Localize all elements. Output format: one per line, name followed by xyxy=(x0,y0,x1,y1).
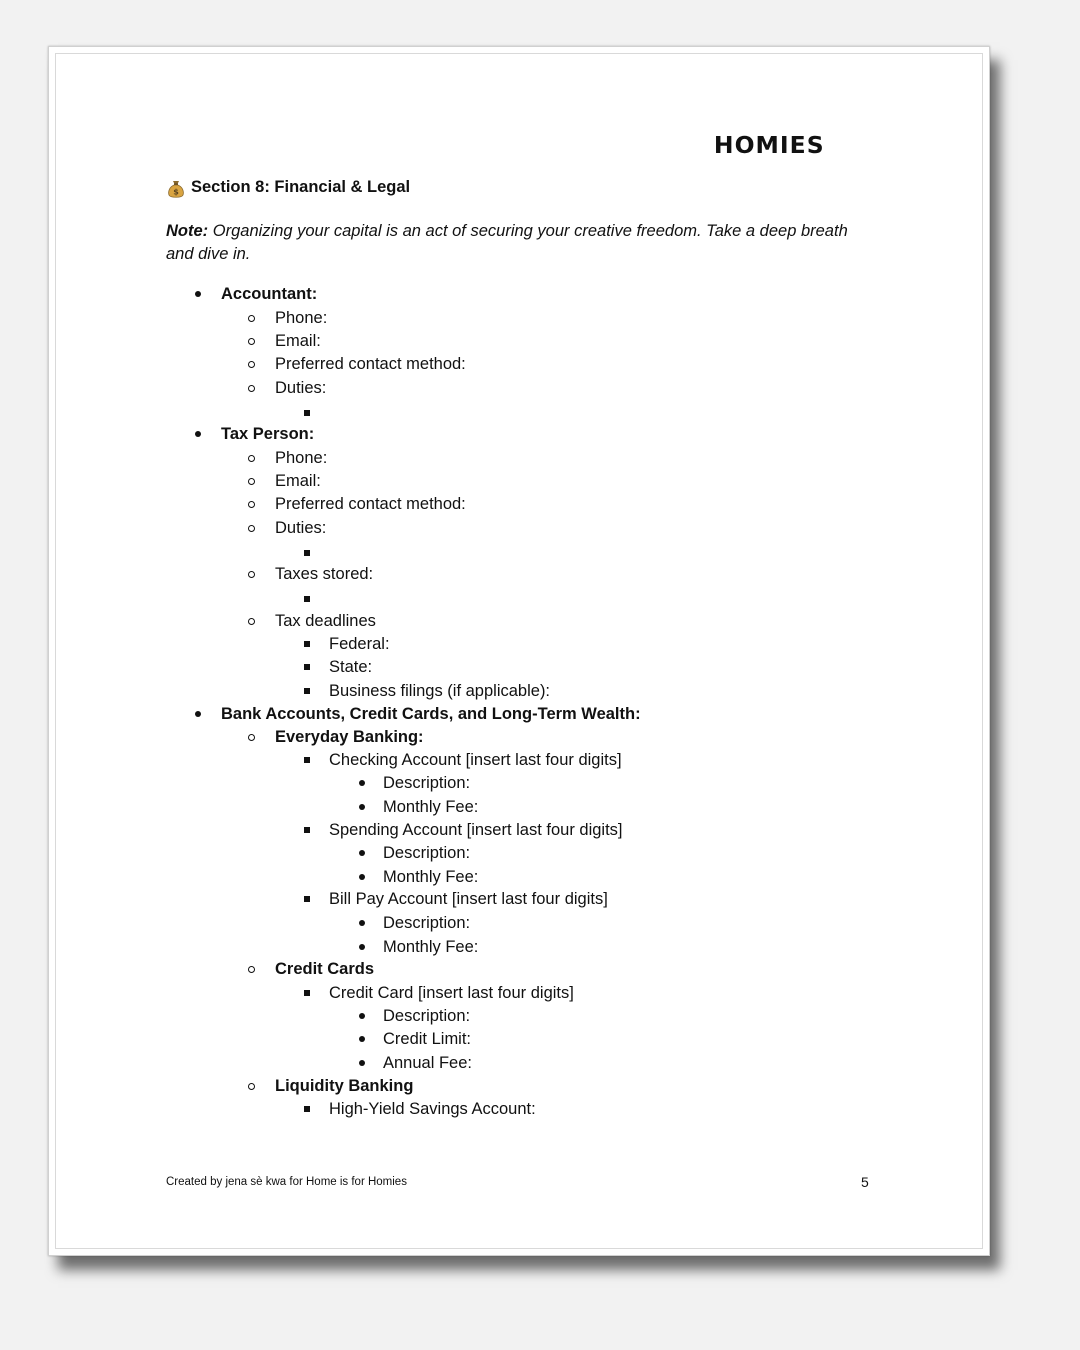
square-bullet xyxy=(304,757,310,763)
disc-bullet xyxy=(359,780,365,786)
list-item-description: Description: xyxy=(383,774,471,792)
square-bullet xyxy=(304,1106,310,1112)
list-item-accountant-email: Email: xyxy=(275,332,321,350)
list-item-tax-preferred: Preferred contact method: xyxy=(275,495,466,513)
list-item-monthly-fee: Monthly Fee: xyxy=(383,868,479,886)
list-item-taxes-stored: Taxes stored: xyxy=(275,565,374,583)
disc-bullet xyxy=(359,944,365,950)
list-item-tax-person: Tax Person: xyxy=(221,425,315,443)
square-bullet xyxy=(304,827,310,833)
square-bullet xyxy=(304,688,310,694)
circle-bullet xyxy=(248,571,255,578)
list-item-accountant-duties: Duties: xyxy=(275,379,327,397)
note-text: Organizing your capital is an act of securing your creative freedom. Take a deep breath and dive in. xyxy=(166,222,848,263)
circle-bullet xyxy=(248,361,255,368)
list-item-state: State: xyxy=(329,658,373,676)
list-item-liquidity: Liquidity Banking xyxy=(275,1077,414,1095)
list-item-spending: Spending Account [insert last four digits] xyxy=(329,821,623,839)
list-item-checking: Checking Account [insert last four digits] xyxy=(329,751,622,769)
circle-bullet xyxy=(248,338,255,345)
circle-bullet xyxy=(248,455,255,462)
note-label: Note: xyxy=(166,222,209,240)
disc-bullet xyxy=(359,1036,365,1042)
footer-credit: Created by jena sè kwa for Home is for Homies xyxy=(166,1176,407,1188)
list-item-business-filings: Business filings (if applicable): xyxy=(329,682,551,700)
list-item-tax-deadlines: Tax deadlines xyxy=(275,612,376,630)
list-item-credit-cards: Credit Cards xyxy=(275,960,375,978)
list-item-accountant-phone: Phone: xyxy=(275,309,328,327)
list-item-credit-card: Credit Card [insert last four digits] xyxy=(329,984,574,1002)
list-item-everyday-banking: Everyday Banking: xyxy=(275,728,424,746)
list-item-tax-email: Email: xyxy=(275,472,321,490)
circle-bullet xyxy=(248,525,255,532)
square-bullet xyxy=(304,664,310,670)
list-item-credit-limit: Credit Limit: xyxy=(383,1030,472,1048)
section-title: Section 8: Financial & Legal xyxy=(191,178,411,196)
circle-bullet xyxy=(248,618,255,625)
disc-bullet xyxy=(195,711,201,717)
empty-square-bullet xyxy=(304,410,310,416)
circle-bullet xyxy=(248,478,255,485)
disc-bullet xyxy=(359,850,365,856)
list-item-tax-duties: Duties: xyxy=(275,519,327,537)
list-item-tax-phone: Phone: xyxy=(275,449,328,467)
list-item-accountant-preferred: Preferred contact method: xyxy=(275,355,466,373)
circle-bullet xyxy=(248,385,255,392)
disc-bullet xyxy=(359,1060,365,1066)
circle-bullet xyxy=(248,734,255,741)
square-bullet xyxy=(304,990,310,996)
list-item-monthly-fee: Monthly Fee: xyxy=(383,938,479,956)
empty-square-bullet xyxy=(304,596,310,602)
circle-bullet xyxy=(248,315,255,322)
disc-bullet xyxy=(359,874,365,880)
circle-bullet xyxy=(248,966,255,973)
disc-bullet xyxy=(359,804,365,810)
circle-bullet xyxy=(248,1083,255,1090)
list-item-bank: Bank Accounts, Credit Cards, and Long-Term Wealth: xyxy=(221,705,641,723)
disc-bullet xyxy=(195,291,201,297)
list-item-billpay: Bill Pay Account [insert last four digits] xyxy=(329,890,608,908)
square-bullet xyxy=(304,896,310,902)
list-item-description: Description: xyxy=(383,914,471,932)
list-item-hysa: High-Yield Savings Account: xyxy=(329,1100,536,1118)
disc-bullet xyxy=(195,431,201,437)
disc-bullet xyxy=(359,1013,365,1019)
homies-logo: HOMIES xyxy=(713,133,825,159)
list-item-monthly-fee: Monthly Fee: xyxy=(383,798,479,816)
list-item-accountant: Accountant: xyxy=(221,285,318,303)
list-item-annual-fee: Annual Fee: xyxy=(383,1054,472,1072)
circle-bullet xyxy=(248,501,255,508)
money-bag-icon xyxy=(167,179,185,199)
document-page xyxy=(48,46,990,1256)
note-paragraph xyxy=(166,220,866,266)
list-item-description: Description: xyxy=(383,844,471,862)
empty-square-bullet xyxy=(304,550,310,556)
square-bullet xyxy=(304,641,310,647)
list-item-federal: Federal: xyxy=(329,635,390,653)
list-item-description: Description: xyxy=(383,1007,471,1025)
page-number: 5 xyxy=(861,1174,869,1190)
disc-bullet xyxy=(359,920,365,926)
svg-text:$: $ xyxy=(173,187,179,197)
